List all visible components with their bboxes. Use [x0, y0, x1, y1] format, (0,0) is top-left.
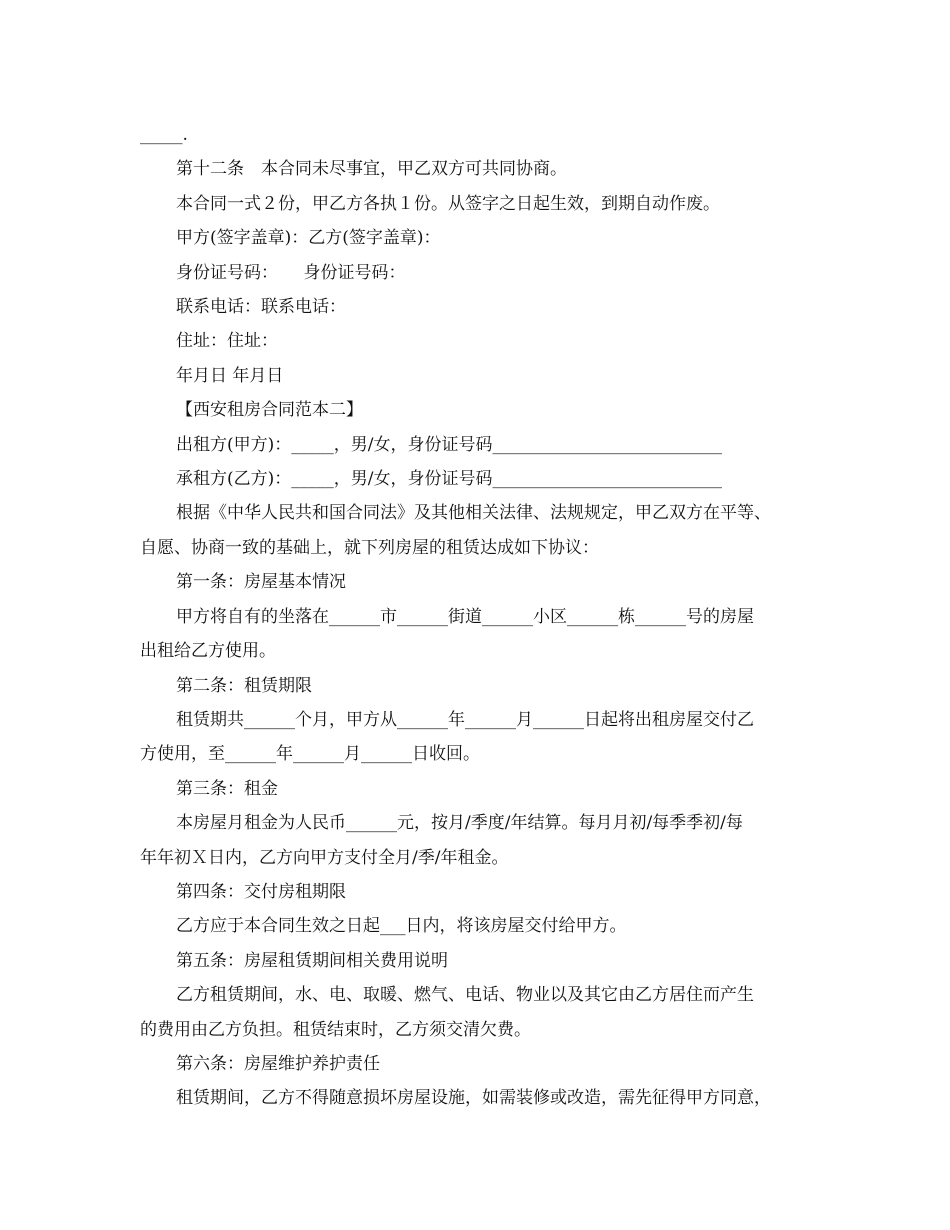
- document-line: 【西安租房合同范本二】: [176, 400, 363, 421]
- document-line: 租赁期共______个月，甲方从______年______月______日起将出租房屋交付乙: [176, 709, 754, 730]
- document-line: 乙方租赁期间，水、电、取暖、燃气、电话、物业以及其它由乙方居住而产生: [176, 985, 754, 1006]
- document-line: 住址：住址：: [176, 331, 278, 352]
- document-line: 第二条：租赁期限: [176, 675, 312, 696]
- document-line: 联系电话：联系电话：: [176, 297, 346, 318]
- document-line: 的费用由乙方负担。租赁结束时，乙方须交清欠费。: [140, 1019, 531, 1040]
- document-line: 承租方(乙方)：_____，男/女，身份证号码___________________________: [176, 469, 722, 490]
- document-line: 方使用，至______年______月______日收回。: [140, 744, 480, 765]
- document-line: 第三条：租金: [176, 778, 278, 799]
- document-line: 甲方将自有的坐落在______市______街道______小区______栋______号的房屋: [176, 606, 754, 627]
- document-line: 年月日 年月日: [176, 365, 284, 386]
- document-line: 第四条：交付房租期限: [176, 881, 346, 902]
- document-line: 甲方(签字盖章)：乙方(签字盖章)：: [176, 228, 441, 249]
- document-line: _____.: [140, 125, 188, 145]
- document-line: 本房屋月租金为人民币______元，按月/季度/年结算。每月月初/每季季初/每: [176, 813, 743, 834]
- document-line: 出租给乙方使用。: [140, 641, 276, 662]
- document-line: 乙方应于本合同生效之日起___日内，将该房屋交付给甲方。: [176, 916, 627, 937]
- document-body: [140, 118, 830, 1116]
- document-line: 自愿、协商一致的基础上，就下列房屋的租赁达成如下协议：: [140, 537, 599, 558]
- document-line: 租赁期间，乙方不得随意损坏房屋设施，如需装修或改造，需先征得甲方同意，: [176, 1088, 771, 1109]
- document-line: 出租方(甲方)：_____，男/女，身份证号码___________________________: [176, 434, 722, 455]
- document-line: 根据《中华人民共和国合同法》及其他相关法律、法规规定，甲乙双方在平等、: [176, 503, 771, 524]
- document-line: 第十二条 本合同未尽事宜，甲乙双方可共同协商。: [176, 159, 567, 180]
- document-line: 第一条：房屋基本情况: [176, 572, 346, 593]
- document-line: 第五条：房屋租赁期间相关费用说明: [176, 950, 448, 971]
- document-line: 年年初Ｘ日内，乙方向甲方支付全月/季/年租金。: [140, 847, 509, 868]
- document-line: 身份证号码： 身份证号码：: [176, 262, 406, 283]
- document-line: 本合同一式２份，甲乙方各执１份。从签字之日起生效，到期自动作废。: [176, 193, 720, 214]
- document-line: 第六条：房屋维护养护责任: [176, 1053, 380, 1074]
